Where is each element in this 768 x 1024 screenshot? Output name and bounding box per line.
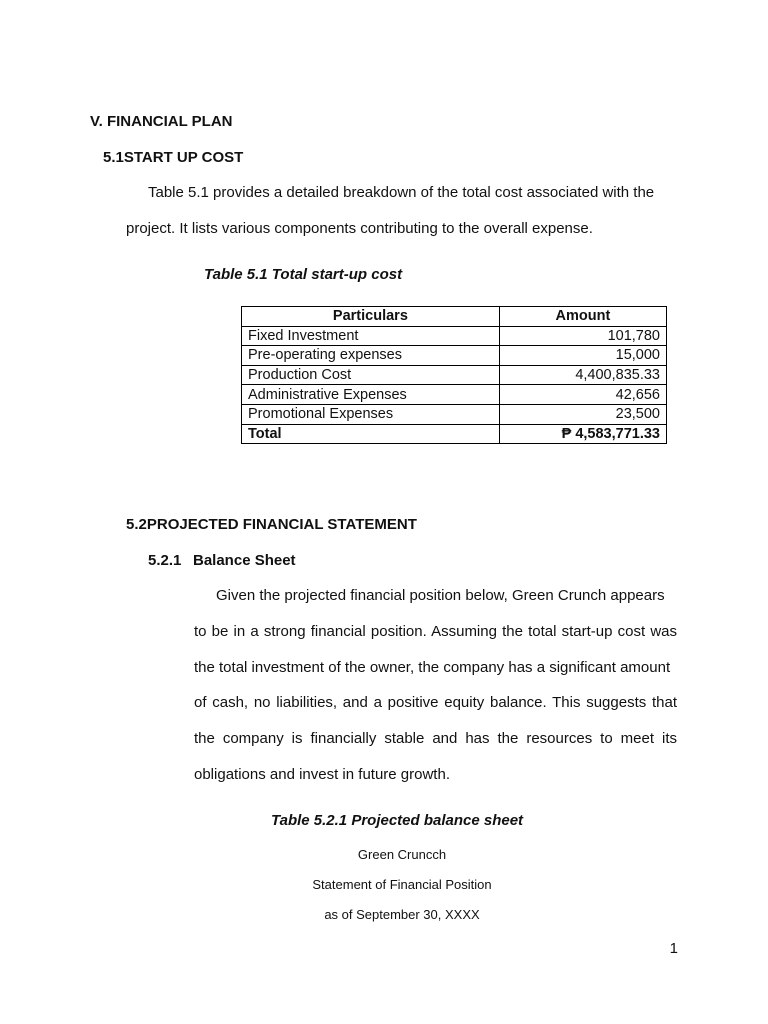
table-row [242,346,667,366]
table-row [242,326,667,346]
heading-text: Balance Sheet [193,552,296,569]
table-row [242,365,667,385]
total-amount-cell: ₱ 4,583,771.33 [499,424,666,444]
heading-5-2 [126,516,417,533]
heading-5-1 [103,149,243,166]
column-header-amount: Amount [499,307,666,327]
paragraph-line: to be in a strong financial position. Assuming the total start-up cost was [194,623,677,640]
heading-number: 5.1 [103,149,124,166]
particular-cell: Fixed Investment [242,326,500,346]
amount-cell: 23,500 [499,404,666,424]
heading-text: PROJECTED FINANCIAL STATEMENT [146,516,417,533]
total-label-cell: Total [242,424,500,444]
startup-cost-table [241,306,667,444]
paragraph-line: obligations and invest in future growth. [194,766,450,783]
table-caption: Table 5.2.1 Projected balance sheet [271,812,524,829]
heading-5-2-1 [148,552,296,569]
heading-text: START UP COST [123,149,244,166]
heading-number: 5.2 [126,516,147,533]
paragraph-line: of cash, no liabilities, and a positive equity balance. This suggests that [194,694,677,711]
page-number: 1 [669,940,678,957]
amount-cell: 4,400,835.33 [499,365,666,385]
table-header-row [242,307,667,327]
particular-cell: Administrative Expenses [242,385,500,405]
statement-title: Statement of Financial Position [312,877,492,892]
statement-date: as of September 30, XXXX [324,907,480,922]
table-caption: Table 5.1 Total start-up cost [204,266,403,283]
paragraph-line: the total investment of the owner, the company has a significant amount [194,659,671,676]
particular-cell: Pre-operating expenses [242,346,500,366]
particular-cell: Promotional Expenses [242,404,500,424]
paragraph-line: the company is financially stable and has the resources to meet its [194,730,677,747]
paragraph-line: Table 5.1 provides a detailed breakdown of the total cost associated with the [148,184,655,201]
table-row [242,404,667,424]
column-header-particulars: Particulars [242,307,500,327]
heading-number: 5.2.1 [148,552,182,569]
company-name: Green Cruncch [357,847,447,862]
table-row [242,385,667,405]
table-total-row [242,424,667,444]
amount-cell: 101,780 [499,326,666,346]
amount-cell: 42,656 [499,385,666,405]
section-heading: V. FINANCIAL PLAN [90,113,233,130]
particular-cell: Production Cost [242,365,500,385]
amount-cell: 15,000 [499,346,666,366]
paragraph-line: Given the projected financial position below, Green Crunch appears [216,587,665,604]
paragraph-line: project. It lists various components contributing to the overall expense. [126,220,593,237]
